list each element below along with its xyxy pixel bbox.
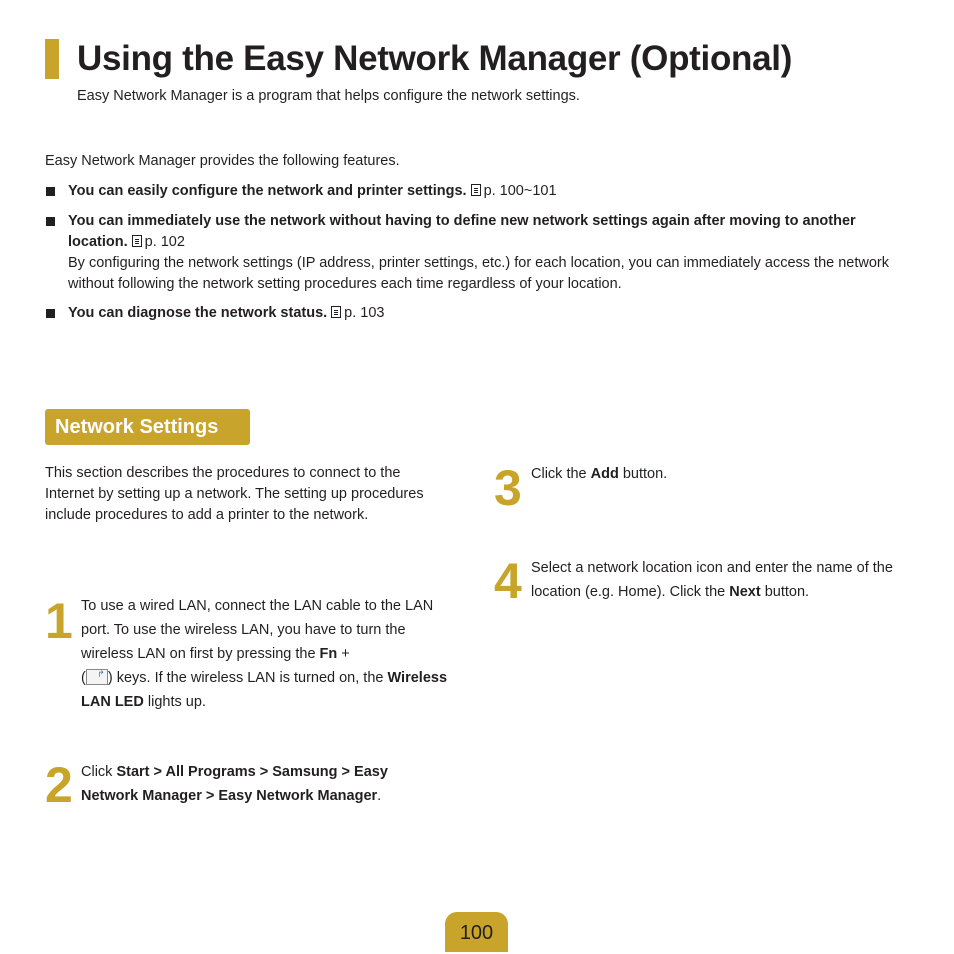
add-button-label: Add — [590, 466, 619, 482]
feature-item — [45, 211, 905, 295]
step-text-part: Click — [81, 764, 117, 780]
features-intro: Easy Network Manager provides the following features. — [45, 153, 400, 169]
feature-title: You can immediately use the network without having to define new network settings again after moving to another location. — [68, 213, 856, 250]
step-text-part: Select a network location icon and enter the name of the location (e.g. Home). Click the — [531, 560, 893, 600]
page-subtitle: Easy Network Manager is a program that helps configure the network settings. — [77, 88, 580, 104]
step-number: 3 — [494, 460, 520, 516]
bullet-square-icon — [46, 187, 55, 196]
bullet-square-icon — [46, 309, 55, 318]
step-number: 2 — [45, 757, 71, 813]
step-number: 1 — [45, 593, 71, 649]
step-text-part: + — [337, 646, 350, 662]
page-number: 100 — [445, 912, 508, 952]
feature-item — [45, 181, 905, 202]
step-number: 4 — [494, 553, 520, 609]
feature-page-ref: p. 103 — [344, 305, 385, 321]
step-text-part: button. — [760, 584, 810, 600]
title-accent-bar — [45, 39, 59, 79]
wireless-led-label: Wireless LAN LED — [81, 670, 448, 710]
wireless-key-icon — [86, 669, 108, 685]
step-text-part: ) keys. If the wireless LAN is turned on, the — [107, 670, 388, 686]
step-text-part: lights up. — [143, 694, 206, 710]
next-button-label: Next — [729, 584, 761, 600]
step-text-part: Click the — [531, 466, 591, 482]
step-text — [81, 760, 436, 808]
feature-detail: By configuring the network settings (IP address, printer settings, etc.) for each location, you can immediately access the network without following the network setting procedures each time regardless of your location. — [68, 255, 889, 292]
feature-page-ref: p. 100~101 — [483, 183, 557, 199]
step-text — [531, 462, 911, 486]
step-text-part: ( — [81, 670, 86, 686]
step-text-part: . — [377, 788, 382, 804]
page-reference-icon — [132, 235, 142, 247]
step-text — [81, 594, 456, 714]
step-text — [531, 556, 916, 604]
feature-title: You can diagnose the network status. — [68, 305, 328, 321]
page-reference-icon — [471, 184, 481, 196]
feature-item — [45, 303, 905, 324]
bullet-square-icon — [46, 217, 55, 226]
section-heading: Network Settings — [45, 409, 250, 445]
step-text-part: button. — [618, 466, 668, 482]
section-description: This section describes the procedures to connect to the Internet by setting up a network. The setting up procedures include procedures to add a printer to the network. — [45, 465, 424, 523]
fn-key-label: Fn — [319, 646, 338, 662]
step-text-part: To use a wired LAN, connect the LAN cable to the LAN port. To use the wireless LAN, you have to turn the wireless LAN on first by pressing the — [81, 598, 434, 662]
page-title: Using the Easy Network Manager (Optional) — [77, 39, 793, 78]
feature-page-ref: p. 102 — [144, 234, 185, 250]
menu-path: Start > All Programs > Samsung > Easy Network Manager > Easy Network Manager — [81, 764, 388, 804]
page-reference-icon — [331, 306, 341, 318]
feature-title: You can easily configure the network and printer settings. — [68, 183, 467, 199]
